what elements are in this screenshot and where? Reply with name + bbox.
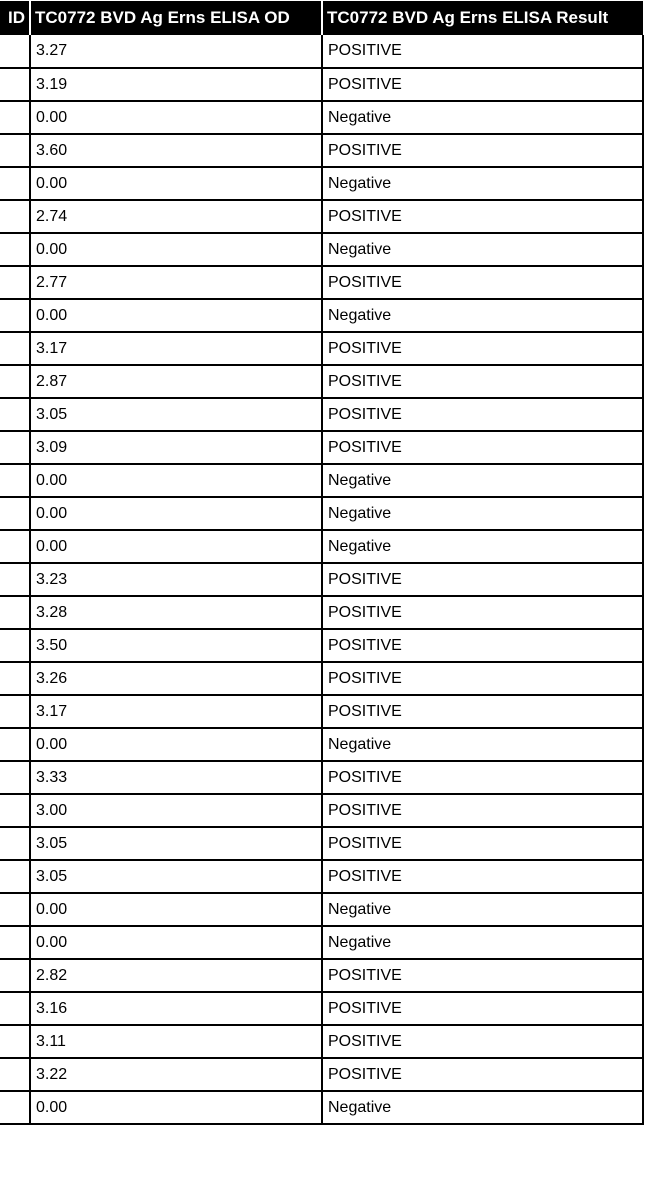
table-row [0, 860, 643, 893]
od-cell: 0.00 [30, 464, 322, 497]
table-row [0, 266, 643, 299]
id-cell [0, 794, 30, 827]
id-cell [0, 728, 30, 761]
table-row [0, 101, 643, 134]
od-cell: 3.28 [30, 596, 322, 629]
table-row [0, 629, 643, 662]
id-cell [0, 497, 30, 530]
result-cell: POSITIVE [322, 992, 643, 1025]
id-cell [0, 530, 30, 563]
od-cell: 2.74 [30, 200, 322, 233]
od-cell: 3.26 [30, 662, 322, 695]
id-cell [0, 992, 30, 1025]
id-cell [0, 431, 30, 464]
table-row [0, 134, 643, 167]
result-cell: POSITIVE [322, 662, 643, 695]
od-cell: 0.00 [30, 299, 322, 332]
id-cell [0, 134, 30, 167]
id-cell [0, 695, 30, 728]
table-row [0, 959, 643, 992]
header-row [0, 1, 643, 35]
od-cell: 3.33 [30, 761, 322, 794]
id-cell [0, 101, 30, 134]
id-cell [0, 266, 30, 299]
table-row [0, 662, 643, 695]
result-cell: POSITIVE [322, 761, 643, 794]
id-cell [0, 398, 30, 431]
result-cell: Negative [322, 497, 643, 530]
result-cell: Negative [322, 530, 643, 563]
od-cell: 3.17 [30, 695, 322, 728]
result-cell: Negative [322, 893, 643, 926]
result-cell: POSITIVE [322, 827, 643, 860]
od-cell: 0.00 [30, 530, 322, 563]
table-row [0, 893, 643, 926]
table-row [0, 332, 643, 365]
od-cell: 3.22 [30, 1058, 322, 1091]
result-cell: POSITIVE [322, 596, 643, 629]
result-cell: POSITIVE [322, 1025, 643, 1058]
od-cell: 3.19 [30, 68, 322, 101]
header-od: TC0772 BVD Ag Erns ELISA OD [30, 1, 322, 35]
id-cell [0, 233, 30, 266]
id-cell [0, 827, 30, 860]
result-cell: POSITIVE [322, 134, 643, 167]
result-cell: Negative [322, 299, 643, 332]
id-cell [0, 959, 30, 992]
result-cell: POSITIVE [322, 431, 643, 464]
od-cell: 0.00 [30, 926, 322, 959]
table-row [0, 530, 643, 563]
result-cell: POSITIVE [322, 200, 643, 233]
table-row [0, 1091, 643, 1124]
id-cell [0, 464, 30, 497]
result-cell: POSITIVE [322, 365, 643, 398]
id-cell [0, 662, 30, 695]
od-cell: 3.09 [30, 431, 322, 464]
result-cell: POSITIVE [322, 266, 643, 299]
table-row [0, 299, 643, 332]
od-cell: 3.17 [30, 332, 322, 365]
id-cell [0, 167, 30, 200]
od-cell: 3.00 [30, 794, 322, 827]
id-cell [0, 926, 30, 959]
id-cell [0, 68, 30, 101]
id-cell [0, 596, 30, 629]
od-cell: 3.50 [30, 629, 322, 662]
table-row [0, 497, 643, 530]
table-row [0, 365, 643, 398]
id-cell [0, 200, 30, 233]
id-cell [0, 1058, 30, 1091]
id-cell [0, 35, 30, 68]
result-cell: POSITIVE [322, 68, 643, 101]
table-row [0, 563, 643, 596]
result-cell: Negative [322, 728, 643, 761]
id-cell [0, 332, 30, 365]
table-row [0, 596, 643, 629]
od-cell: 0.00 [30, 167, 322, 200]
table-row [0, 464, 643, 497]
table-row [0, 827, 643, 860]
od-cell: 3.05 [30, 827, 322, 860]
id-cell [0, 299, 30, 332]
result-cell: POSITIVE [322, 794, 643, 827]
result-cell: Negative [322, 1091, 643, 1124]
id-cell [0, 1091, 30, 1124]
result-cell: Negative [322, 101, 643, 134]
result-cell: POSITIVE [322, 959, 643, 992]
table-row [0, 1058, 643, 1091]
od-cell: 3.05 [30, 398, 322, 431]
table-row [0, 761, 643, 794]
od-cell: 2.77 [30, 266, 322, 299]
table-row [0, 728, 643, 761]
id-cell [0, 365, 30, 398]
od-cell: 0.00 [30, 728, 322, 761]
result-cell: POSITIVE [322, 1058, 643, 1091]
od-cell: 3.16 [30, 992, 322, 1025]
table-row [0, 794, 643, 827]
header-id: ID [0, 1, 30, 35]
od-cell: 3.05 [30, 860, 322, 893]
od-cell: 2.87 [30, 365, 322, 398]
od-cell: 0.00 [30, 497, 322, 530]
result-cell: Negative [322, 464, 643, 497]
result-cell: POSITIVE [322, 860, 643, 893]
table-row [0, 695, 643, 728]
result-cell: Negative [322, 233, 643, 266]
header-result: TC0772 BVD Ag Erns ELISA Result [322, 1, 643, 35]
od-cell: 3.60 [30, 134, 322, 167]
result-cell: POSITIVE [322, 629, 643, 662]
result-cell: POSITIVE [322, 398, 643, 431]
od-cell: 0.00 [30, 893, 322, 926]
table-row [0, 200, 643, 233]
table-row [0, 398, 643, 431]
table-header [0, 1, 643, 35]
table-body [0, 35, 643, 1124]
id-cell [0, 860, 30, 893]
table-row [0, 167, 643, 200]
od-cell: 3.11 [30, 1025, 322, 1058]
results-table [0, 1, 644, 1125]
table-row [0, 1025, 643, 1058]
result-cell: POSITIVE [322, 332, 643, 365]
od-cell: 0.00 [30, 101, 322, 134]
id-cell [0, 563, 30, 596]
result-cell: POSITIVE [322, 563, 643, 596]
table-row [0, 68, 643, 101]
table-row [0, 35, 643, 68]
od-cell: 2.82 [30, 959, 322, 992]
id-cell [0, 893, 30, 926]
table-row [0, 431, 643, 464]
table-row [0, 992, 643, 1025]
result-cell: Negative [322, 926, 643, 959]
id-cell [0, 761, 30, 794]
result-cell: POSITIVE [322, 35, 643, 68]
table-row [0, 233, 643, 266]
od-cell: 3.27 [30, 35, 322, 68]
table-row [0, 926, 643, 959]
id-cell [0, 629, 30, 662]
od-cell: 0.00 [30, 233, 322, 266]
od-cell: 3.23 [30, 563, 322, 596]
result-cell: POSITIVE [322, 695, 643, 728]
result-cell: Negative [322, 167, 643, 200]
id-cell [0, 1025, 30, 1058]
od-cell: 0.00 [30, 1091, 322, 1124]
